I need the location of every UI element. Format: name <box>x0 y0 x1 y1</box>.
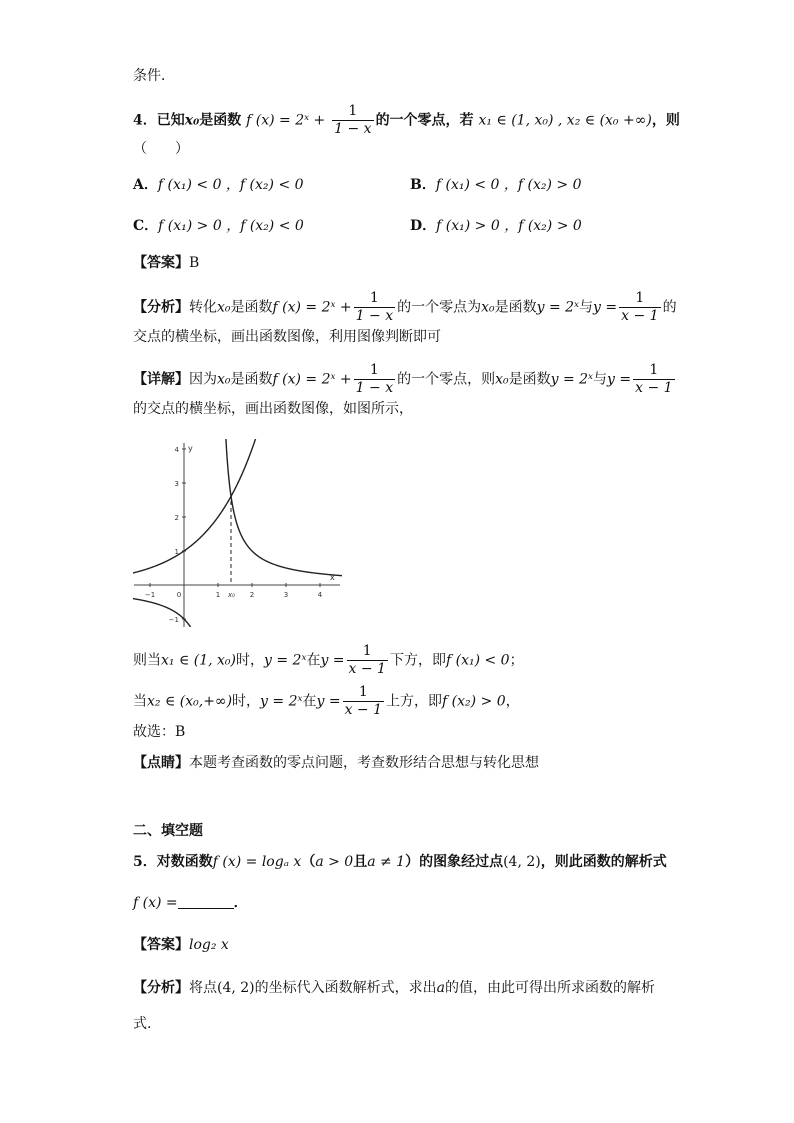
q5-stem: 5．对数函数f (x) = logₐ x（a > 0且a ≠ 1）的图象经过点(4, 2)，则此函数的解析式 <box>133 854 667 870</box>
q4-conclusion-2: 当x₂ ∈ (x₀,+∞)时，y = 2ˣ在y = $\frac{1}{x - 1}$ 上方，即f (x₂) > 0， <box>133 684 520 718</box>
q4-detail: 【详解】因为x₀是函数f (x) = 2ˣ + $\frac{1}{1 - x}$ 的一个零点，则x₀是函数y = 2ˣ与y = $\frac{1}{x - 1}$ <box>133 362 673 396</box>
x-tick-label: 3 <box>283 591 289 599</box>
q5-answer: 【答案】log₂ x <box>133 937 229 953</box>
y-tick-label: 4 <box>174 446 179 454</box>
hyperbola-right-branch <box>225 437 344 576</box>
prev-question-tail: 条件． <box>133 68 175 84</box>
y-tick-label: 3 <box>174 480 179 488</box>
q4-fraction: $\frac{1}{1 - x}$ <box>334 103 372 137</box>
q4-stem: 4．已知x₀是函数 f (x) = 2ˣ + $\frac{1}{1 - x}$ 的一个零点，若 x₁ ∈ (1, x₀) , x₂ ∈ (x₀ +∞)，则 <box>133 103 680 137</box>
option-a[interactable]: A．f (x₁) < 0 ，f (x₂) < 0 <box>133 177 304 193</box>
q4-conclusion-1: 则当x₁ ∈ (1, x₀)时，y = 2ˣ在y = $\frac{1}{x - 1}$ 下方，即f (x₁) < 0； <box>133 643 524 677</box>
x-axis-label: x <box>330 573 335 582</box>
answer-blank[interactable] <box>178 894 234 909</box>
section-title: 二、填空题 <box>133 823 203 839</box>
q4-detail-line2: 的交点的横坐标，画出函数图像，如图所示， <box>133 401 413 417</box>
x0-label: x₀ <box>228 591 235 599</box>
option-b[interactable]: B．f (x₁) < 0 ，f (x₂) > 0 <box>410 177 582 193</box>
q4-analysis-line2: 交点的横坐标，画出函数图像，利用图像判断即可 <box>133 329 441 345</box>
x-tick-label: 1 <box>215 591 221 599</box>
function-graph <box>130 437 345 632</box>
q5-analysis: 【分析】将点(4, 2)的坐标代入函数解析式，求出a的值，由此可得出所求函数的解析 <box>133 980 655 996</box>
option-d[interactable]: D．f (x₁) > 0 ，f (x₂) > 0 <box>410 218 582 234</box>
q5-analysis-line2: 式. <box>133 1016 152 1032</box>
q4-comment: 【点睛】本题考查函数的零点问题，考查数形结合思想与转化思想 <box>133 755 539 771</box>
y-axis-label: y <box>188 444 193 453</box>
q5-blank-line: f (x) = ． <box>133 895 248 911</box>
x-tick-label: 0 <box>176 591 182 599</box>
q4-answer: 【答案】B <box>133 255 200 271</box>
x-tick-label: 2 <box>249 591 255 599</box>
q4-choose: 故选：B <box>133 724 186 740</box>
q4-number: 4． <box>133 112 157 129</box>
y-tick-label: 2 <box>174 514 179 522</box>
option-c[interactable]: C．f (x₁) > 0 ，f (x₂) < 0 <box>133 218 304 234</box>
q4-analysis: 【分析】转化x₀是函数f (x) = 2ˣ + $\frac{1}{1 - x}$ 的一个零点为x₀是函数y = 2ˣ与y = $\frac{1}{x - 1}$ 的 <box>133 290 677 324</box>
y-tick-label: 1 <box>174 548 179 556</box>
x-tick-label: 4 <box>317 591 323 599</box>
q4-paren: （ ） <box>133 141 189 157</box>
x-tick-label: −1 <box>144 591 156 599</box>
y-tick-label: −1 <box>168 616 179 624</box>
exp-curve <box>133 437 259 573</box>
